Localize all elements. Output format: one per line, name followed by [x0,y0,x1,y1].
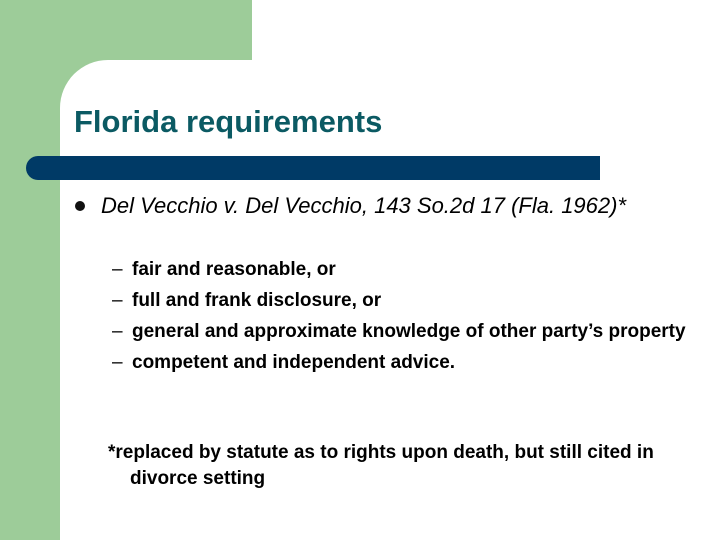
dash-icon: – [112,352,123,373]
dash-icon: – [112,259,123,280]
list-item [112,257,692,283]
dash-icon: – [112,321,123,342]
slide-title: Florida requirements [74,104,383,139]
list-item-text: full and frank disclosure, or [132,290,382,311]
list-item-text: general and approximate knowledge of other party’s property [132,321,686,342]
dash-icon: – [112,290,123,311]
list-item-text: competent and independent advice. [132,352,456,373]
list-item [112,288,692,314]
bullet-dot-icon [75,201,85,211]
list-item [112,319,692,345]
case-citation: Del Vecchio v. Del Vecchio, 143 So.2d 17 (Fla. 1962)* [101,193,627,218]
title-divider-bar [26,156,600,180]
footnote-text: *replaced by statute as to rights upon death, but still cited in divorce setting [108,442,654,489]
list-item-text: fair and reasonable, or [132,259,336,280]
requirements-list [112,257,692,381]
list-item [112,350,692,376]
